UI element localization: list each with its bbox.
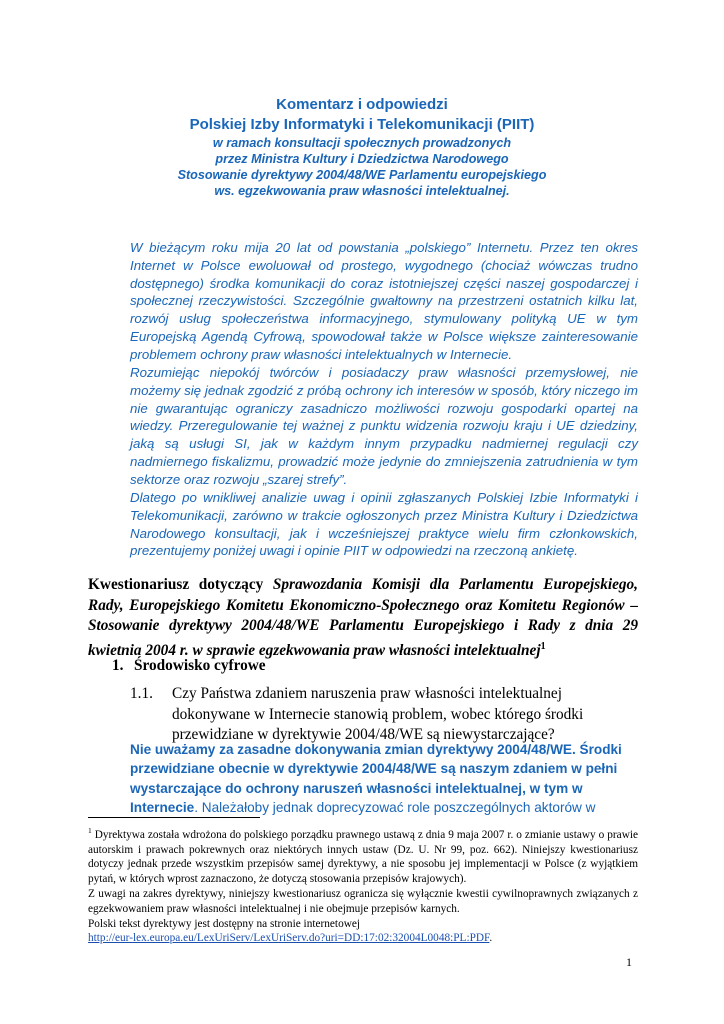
question: [130, 684, 638, 746]
subtitle-line-1: w ramach konsultacji społecznych prowadzonych: [212, 136, 512, 150]
section-heading: [112, 656, 266, 676]
footnote-text-1: Dyrektywa została wdrożona do polskiego porządku prawnego ustawą z dnia 9 maja 2007 r. o zmianie ustawy o prawie autorskim i prawach pokrewnych oraz niektórych innych ustaw (Dz. U. Nr 99, poz. 662). Niniejszy kwestionariusz dotyczy jednak przede wszystkim przepisów samej dyrektywy, a nie sposobu jej implementacji w Polsce (z wyjątkiem pytań, w których wprost zaznaczono, że dotyczą stosowania przepisów krajowych).: [88, 828, 638, 886]
title-line-1: Komentarz i odpowiedzi: [276, 96, 448, 113]
footnote-separator: [88, 817, 260, 818]
footnote-text-3: Polski tekst dyrektywy jest dostępny na stronie internetowej: [88, 917, 361, 930]
title-line-2: Polskiej Izby Informatyki i Telekomunikacji (PIIT): [189, 116, 535, 133]
question-number: 1.1.: [130, 685, 153, 702]
page-number: 1: [626, 955, 632, 969]
intro-paragraph-3: Dlatego po wnikliwej analizie uwag i opinii zgłaszanych Polskiej Izbie Informatyki i Telekomunikacji, zarówno w trakcie ogłoszonych przez Ministra Kultury i Dziedzictwa Narodowego konsultacji, jak i wcześniejszej praktyce wielu firm członkowskich, prezentujemy poniżej uwagi i opinie PIIT w odpowiedzi na rzeczoną ankietę.: [130, 490, 638, 559]
subtitle-line-2: przez Ministra Kultury i Dziedzictwa Narodowego: [215, 152, 509, 166]
footnote: [88, 824, 638, 946]
intro-paragraph-2: Rozumiejąc niepokój twórców i posiadaczy praw własności przemysłowej, nie możemy się jednak zgodzić z próbą ochrony ich interesów w sposób, który niczego im nie gwarantując ograniczy zasadniczo możliwości rozwoju gospodarki opartej na wiedzy. Przeregulowanie tej ważnej z punktu widzenia rozwoju kraju i UE dziedziny, jaką są usługi SI, jak w każdym innym przypadku nadmiernej regulacji czy nadmiernego fiskalizmu, prowadzić może jedynie do zmniejszenia zatrudnienia w tym sektorze oraz rozwoju „szarej strefy”.: [130, 365, 638, 487]
section-title: Środowisko cyfrowe: [134, 657, 266, 674]
footnote-text-2: Z uwagi na zakres dyrektywy, niniejszy kwestionariusz ogranicza się wyłącznie kwestii cywilnoprawnych związanych z egzekwowaniem praw własności intelektualnej i nie obejmuje przepisów karnych.: [88, 887, 638, 915]
answer: [130, 740, 650, 817]
footnote-link-suffix: .: [489, 932, 493, 945]
section-number: 1.: [112, 657, 124, 674]
questionnaire-heading: [88, 575, 638, 661]
footnote-number: 1: [88, 826, 92, 835]
answer-normal: . Należałoby jednak doprecyzować role poszczególnych aktorów w: [194, 799, 596, 815]
subtitle-line-3: Stosowanie dyrektywy 2004/48/WE Parlamentu europejskiego: [177, 168, 547, 182]
footnote-reference[interactable]: 1: [540, 640, 546, 652]
questionnaire-lead: Kwestionariusz dotyczący: [88, 576, 273, 593]
footnote-link[interactable]: http://eur-lex.europa.eu/LexUriServ/LexUriServ.do?uri=DD:17:02:32004L0048:PL:PDF: [88, 932, 490, 945]
answer-bold: Nie uważamy za zasadne dokonywania zmian dyrektywy 2004/48/WE. Środki przewidziane obecnie w dyrektywie 2004/48/WE są naszym zdaniem w pełni wystarczające do ochrony naruszeń własności intelektualnej, w tym w Internecie: [130, 742, 622, 815]
intro-paragraph-1: W bieżącym roku mija 20 lat od powstania „polskiego” Internetu. Przez ten okres Internet w Polsce ewoluował od prostego, wygodnego (chociaż wówczas trudno dostępnego) środka komunikacji do coraz istotniejszej części naszej gospodarczej i społecznej rzeczywistości. Szczególnie gwałtowny na przestrzeni ostatnich kilku lat, rozwój usług społeczeństwa informacyjnego, stymulowany polityką UE w tym Europejską Agendą Cyfrową, spowodował także w Polsce większe zainteresowanie problemem ochrony praw własności intelektualnych w Internecie.: [130, 240, 638, 362]
question-text: Czy Państwa zdaniem naruszenia praw własności intelektualnej dokonywane w Internecie stanowią problem, wobec którego środki przewidziane w dyrektywie 2004/48/WE są niewystarczające?: [172, 685, 584, 743]
questionnaire-title: Sprawozdania Komisji dla Parlamentu Europejskiego, Rady, Europejskiego Komitetu Ekonomiczno-Społecznego oraz Komitetu Regionów – Stosowanie dyrektywy 2004/48/WE Parlamentu Europejskiego i Rady z dnia 29 kwietnia 2004 r. w sprawie egzekwowania praw własności intelektualnej: [88, 576, 638, 659]
subtitle-line-4: ws. egzekwowania praw własności intelektualnej.: [214, 184, 510, 198]
